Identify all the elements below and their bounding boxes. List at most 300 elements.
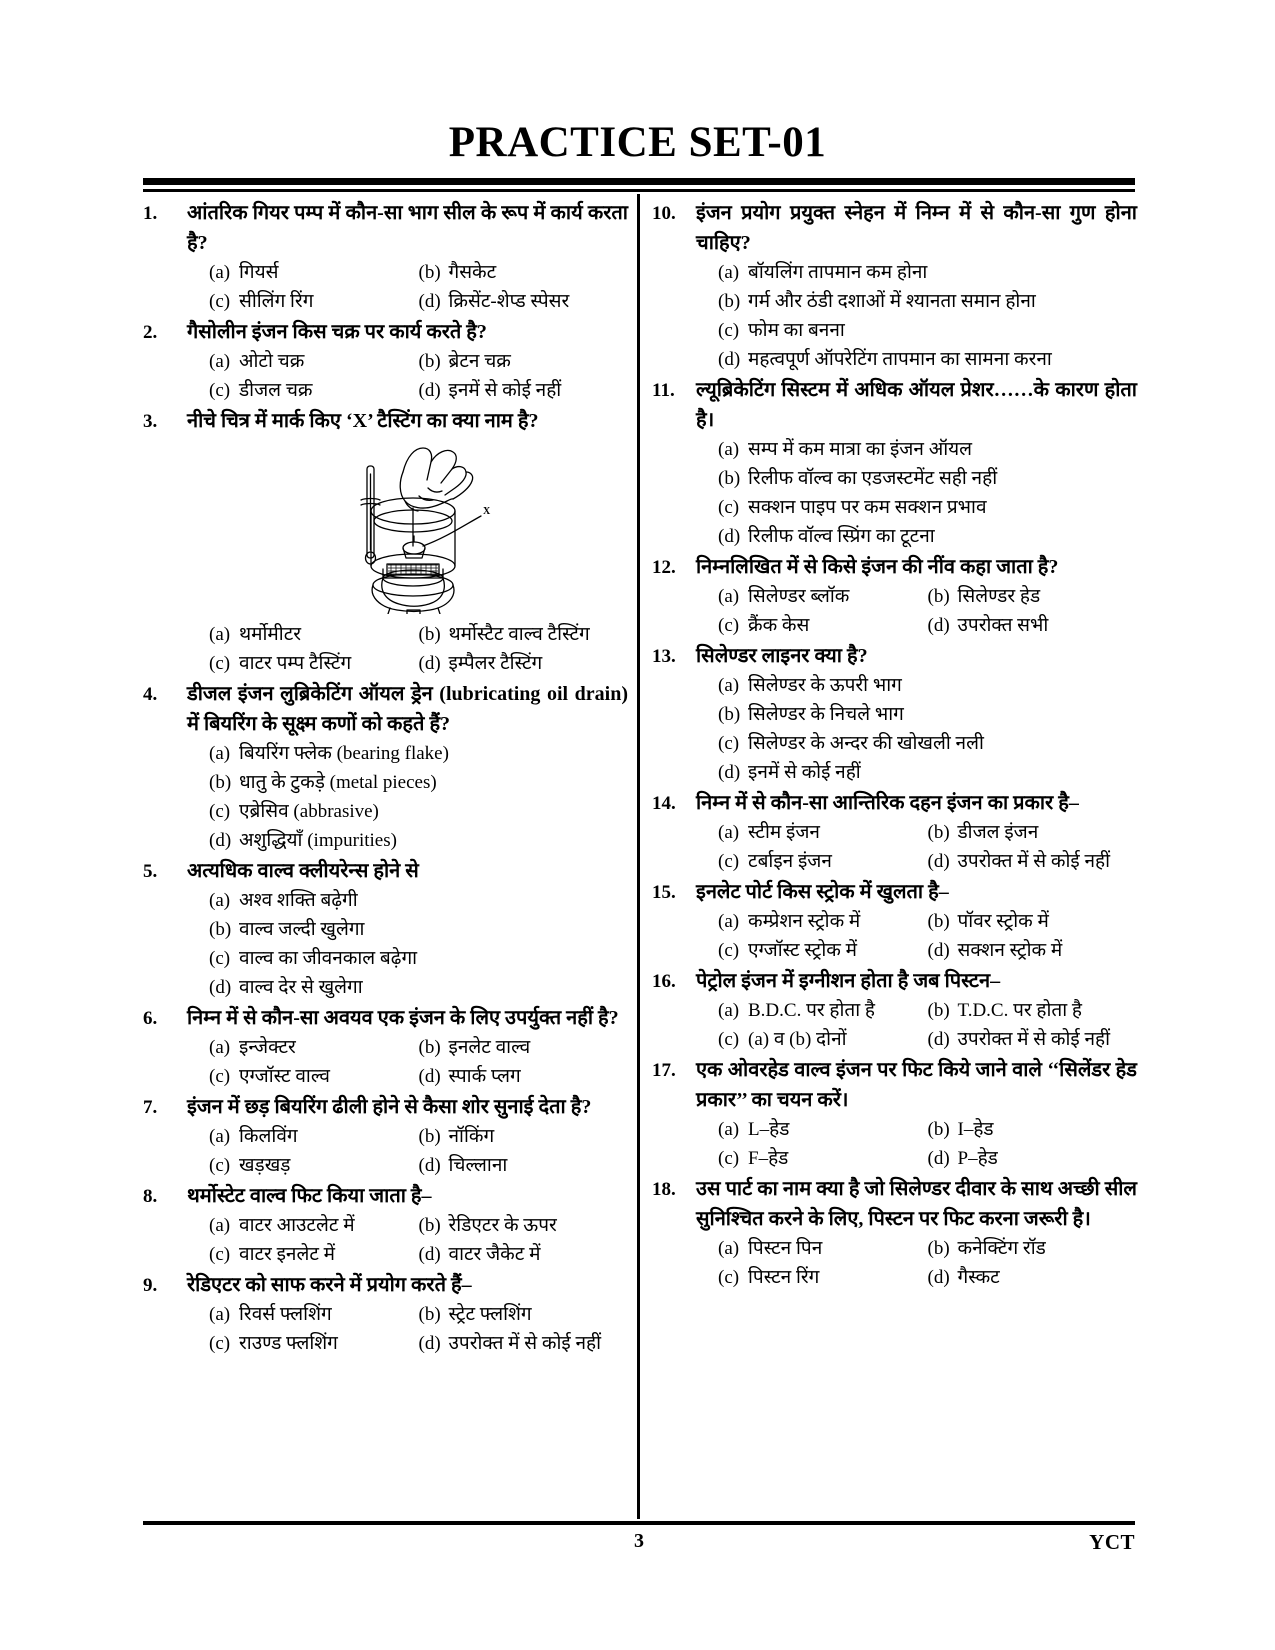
question-body	[187, 1181, 628, 1269]
option-label: (c)	[209, 1244, 231, 1265]
option-text: एग्जॉस्ट स्ट्रोक में	[748, 940, 857, 961]
option-d[interactable]	[419, 376, 629, 405]
option-c[interactable]	[718, 847, 928, 876]
question-text: डीजल इंजन लुब्रिकेटिंग ऑयल ड्रेन (lubricating oil drain) में बियरिंग के सूक्ष्म कणों को कहते हैं?	[187, 683, 628, 735]
option-text: रिलीफ वॉल्व का एडजस्टमेंट सही नहीं	[748, 468, 998, 489]
option-text: सिलेण्डर के अन्दर की खोखली नली	[748, 733, 984, 754]
option-text: इनलेट वाल्व	[448, 1037, 531, 1058]
option-label: (b)	[927, 586, 950, 607]
option-a[interactable]	[209, 258, 419, 287]
option-b[interactable]	[209, 768, 628, 797]
question-text: निम्न में से कौन-सा आन्तिरिक दहन इंजन का प्रकार है–	[696, 792, 1079, 814]
option-a[interactable]	[718, 582, 928, 611]
option-text: ओटो चक्र	[239, 351, 305, 372]
option-c[interactable]	[718, 611, 928, 640]
option-label: (a)	[718, 1238, 740, 1259]
question-item	[143, 406, 628, 678]
option-text: B.D.C. पर होता है	[748, 1000, 875, 1021]
option-d[interactable]	[209, 973, 628, 1002]
question-text: आंतरिक गियर पम्प में कौन-सा भाग सील के रूप में कार्य करता है?	[187, 202, 628, 254]
option-text: चिल्लाना	[448, 1155, 508, 1176]
option-label: (d)	[209, 830, 232, 851]
figure-x-label: X	[483, 506, 491, 517]
option-d[interactable]	[419, 1329, 629, 1358]
option-c[interactable]	[209, 649, 419, 678]
option-label: (d)	[718, 526, 741, 547]
option-a[interactable]	[209, 620, 419, 649]
question-item	[143, 856, 628, 1002]
question-item	[143, 1181, 628, 1269]
question-text: गैसोलीन इंजन किस चक्र पर कार्य करते है?	[187, 321, 487, 343]
option-label: (b)	[927, 822, 950, 843]
option-c[interactable]	[209, 376, 419, 405]
option-label: (c)	[718, 615, 740, 636]
option-label: (a)	[718, 675, 740, 696]
option-list	[187, 258, 628, 316]
option-list	[187, 347, 628, 405]
option-list	[696, 258, 1137, 374]
option-label: (b)	[418, 624, 441, 645]
option-label: (b)	[927, 1119, 950, 1140]
option-label: (b)	[418, 1304, 441, 1325]
option-text: वाटर जैकेट में	[448, 1244, 541, 1265]
question-number: 12.	[652, 557, 676, 578]
question-text: ल्यूब्रिकेटिंग सिस्टम में अधिक ऑयल प्रेशर……के कारण होता है।	[696, 379, 1137, 431]
option-label: (d)	[927, 1148, 950, 1169]
option-b[interactable]	[419, 620, 629, 649]
option-text: वाल्व देर से खुलेगा	[239, 977, 363, 998]
option-label: (c)	[718, 497, 740, 518]
option-text: वाटर पम्प टैस्टिंग	[239, 653, 352, 674]
option-text: स्पार्क प्लग	[448, 1066, 521, 1087]
option-text: गर्म और ठंडी दशाओं में श्यानता समान होना	[748, 291, 1036, 312]
question-item	[652, 788, 1137, 876]
option-text: T.D.C. पर होता है	[957, 1000, 1083, 1021]
option-label: (a)	[718, 439, 740, 460]
question-body	[696, 375, 1137, 551]
option-label: (b)	[927, 911, 950, 932]
option-d[interactable]	[419, 1240, 629, 1269]
option-c[interactable]	[209, 1240, 419, 1269]
option-text: फोम का बनना	[748, 320, 845, 341]
option-text: सम्प में कम मात्रा का इंजन ऑयल	[748, 439, 973, 460]
question-number: 1.	[143, 203, 158, 224]
question-number: 18.	[652, 1179, 676, 1200]
option-b[interactable]	[928, 818, 1138, 847]
question-item	[652, 198, 1137, 374]
option-label: (d)	[927, 940, 950, 961]
question-body	[187, 406, 628, 678]
option-d[interactable]	[928, 936, 1138, 965]
option-a[interactable]	[718, 996, 928, 1025]
option-label: (b)	[927, 1238, 950, 1259]
option-a[interactable]	[718, 818, 928, 847]
option-text: पिस्टन पिन	[748, 1238, 823, 1259]
question-text: नीचे चित्र में मार्क किए ‘X’ टैस्टिंग का क्या नाम है?	[187, 410, 539, 432]
option-text: सीलिंग रिंग	[239, 291, 314, 312]
option-label: (b)	[718, 704, 741, 725]
option-label: (a)	[209, 624, 231, 645]
option-text: वाल्व का जीवनकाल बढ़ेगा	[239, 948, 418, 969]
option-list	[187, 739, 628, 855]
option-d[interactable]	[419, 649, 629, 678]
option-label: (d)	[927, 851, 950, 872]
option-label: (a)	[209, 1215, 231, 1236]
question-number: 17.	[652, 1060, 676, 1081]
question-text: एक ओवरहेड वाल्व इंजन पर फिट किये जाने वाले ‘‘सिलेंडर हेड प्रकार’’ का चयन करें।	[696, 1059, 1137, 1111]
option-d[interactable]	[419, 1151, 629, 1180]
question-number: 10.	[652, 203, 676, 224]
question-number: 13.	[652, 646, 676, 667]
option-label: (d)	[927, 615, 950, 636]
option-text: थर्मोमीटर	[239, 624, 302, 645]
option-label: (d)	[418, 1066, 441, 1087]
option-d[interactable]	[419, 1062, 629, 1091]
question-figure	[187, 438, 628, 616]
option-b[interactable]	[419, 258, 629, 287]
option-text: गियर्स	[239, 262, 279, 283]
option-label: (a)	[209, 1126, 231, 1147]
option-text: इम्पैलर टैस्टिंग	[448, 653, 543, 674]
option-a[interactable]	[718, 1115, 928, 1144]
option-text: L–हेड	[748, 1119, 790, 1140]
header-rule-thick	[143, 178, 1135, 185]
option-text: वाटर इनलेट में	[239, 1244, 336, 1265]
question-text: इंजन प्रयोग प्रयुक्त स्नेहन में निम्न में से कौन-सा गुण होना चाहिए?	[696, 202, 1137, 254]
question-item	[143, 1092, 628, 1180]
option-text: राउण्ड फ्लशिंग	[239, 1333, 338, 1354]
question-item	[143, 1270, 628, 1358]
option-c[interactable]	[718, 729, 1137, 758]
option-c[interactable]	[718, 316, 1137, 345]
option-label: (a)	[209, 1037, 231, 1058]
option-b[interactable]	[928, 996, 1138, 1025]
option-text: इनमें से कोई नहीं	[448, 380, 562, 401]
option-list	[187, 886, 628, 1002]
option-label: (a)	[209, 743, 231, 764]
question-body	[696, 788, 1137, 876]
option-list	[696, 1115, 1137, 1173]
option-list	[187, 1211, 628, 1269]
question-text: अत्यधिक वाल्व क्लीयरेन्स होने से	[187, 860, 419, 882]
question-number: 15.	[652, 882, 676, 903]
option-b[interactable]	[718, 700, 1137, 729]
question-text: निम्नलिखित में से किसे इंजन की नींव कहा जाता है?	[696, 556, 1059, 578]
option-d[interactable]	[928, 1025, 1138, 1054]
page-footer	[143, 1530, 1135, 1553]
option-text: सक्शन पाइप पर कम सक्शन प्रभाव	[748, 497, 987, 518]
question-number: 4.	[143, 684, 158, 705]
option-b[interactable]	[928, 582, 1138, 611]
question-body	[187, 198, 628, 316]
option-c[interactable]	[209, 1329, 419, 1358]
option-text: खड़खड़	[239, 1155, 291, 1176]
option-b[interactable]	[419, 1300, 629, 1329]
question-text: इंजन में छड़ बियरिंग ढीली होने से कैसा शोर सुनाई देता है?	[187, 1096, 592, 1118]
option-label: (b)	[209, 772, 232, 793]
option-text: कम्प्रेशन स्ट्रोक में	[748, 911, 861, 932]
option-list	[187, 1122, 628, 1180]
question-body	[696, 552, 1137, 640]
option-text: पिस्टन रिंग	[748, 1267, 820, 1288]
option-label: (a)	[718, 586, 740, 607]
question-text: इनलेट पोर्ट किस स्ट्रोक में खुलता है–	[696, 881, 949, 903]
option-label: (c)	[209, 1333, 231, 1354]
option-c[interactable]	[718, 1025, 928, 1054]
option-label: (c)	[718, 1267, 740, 1288]
option-label: (a)	[209, 890, 231, 911]
question-text: सिलेण्डर लाइनर क्या है?	[696, 645, 868, 667]
option-a[interactable]	[209, 347, 419, 376]
option-a[interactable]	[209, 1300, 419, 1329]
option-text: वाल्व जल्दी खुलेगा	[239, 919, 365, 940]
option-text: स्ट्रेट फ्लशिंग	[448, 1304, 532, 1325]
page-title: PRACTICE SET-01	[448, 119, 827, 166]
option-c[interactable]	[209, 944, 628, 973]
option-d[interactable]	[419, 287, 629, 316]
option-a[interactable]	[209, 1122, 419, 1151]
question-text: थर्मोस्टेट वाल्व फिट किया जाता है–	[187, 1185, 432, 1207]
question-item	[143, 317, 628, 405]
question-item	[143, 679, 628, 855]
option-label: (c)	[209, 1066, 231, 1087]
option-text: सिलेण्डर के निचले भाग	[748, 704, 904, 725]
question-body	[696, 966, 1137, 1054]
option-b[interactable]	[419, 1122, 629, 1151]
option-d[interactable]	[209, 826, 628, 855]
option-b[interactable]	[718, 464, 1137, 493]
option-d[interactable]	[928, 847, 1138, 876]
option-text: अशुद्धियाँ (impurities)	[239, 830, 397, 851]
option-text: उपरोक्त सभी	[957, 615, 1049, 636]
option-label: (d)	[209, 977, 232, 998]
option-label: (d)	[418, 1155, 441, 1176]
option-text: I–हेड	[957, 1119, 994, 1140]
option-text: अश्व शक्ति बढ़ेगी	[239, 890, 358, 911]
option-text: उपरोक्त में से कोई नहीं	[957, 851, 1111, 872]
option-b[interactable]	[419, 1211, 629, 1240]
option-text: रिलीफ वॉल्व स्प्रिंग का टूटना	[748, 526, 935, 547]
option-label: (c)	[718, 733, 740, 754]
question-body	[187, 1003, 628, 1091]
question-text: पेट्रोल इंजन में इग्नीशन होता है जब पिस्टन–	[696, 970, 1001, 992]
question-text: निम्न में से कौन-सा अवयव एक इंजन के लिए उपर्युक्त नहीं है?	[187, 1007, 619, 1029]
option-label: (b)	[418, 1126, 441, 1147]
option-c[interactable]	[718, 1263, 928, 1292]
option-text: गैसकेट	[448, 262, 497, 283]
option-label: (d)	[418, 291, 441, 312]
question-number: 7.	[143, 1097, 158, 1118]
question-item	[652, 1055, 1137, 1173]
option-label: (a)	[209, 262, 231, 283]
question-column-left	[143, 198, 628, 1359]
option-label: (b)	[418, 351, 441, 372]
option-label: (d)	[927, 1267, 950, 1288]
option-label: (b)	[418, 1215, 441, 1236]
option-c[interactable]	[209, 287, 419, 316]
option-label: (a)	[718, 911, 740, 932]
option-label: (c)	[209, 801, 231, 822]
option-list	[696, 671, 1137, 787]
option-d[interactable]	[928, 1144, 1138, 1173]
option-text: पॉवर स्ट्रोक में	[957, 911, 1049, 932]
option-label: (c)	[718, 940, 740, 961]
option-d[interactable]	[718, 758, 1137, 787]
publisher-brand: YCT	[1089, 1530, 1135, 1554]
question-item	[652, 375, 1137, 551]
question-number: 6.	[143, 1008, 158, 1029]
option-c[interactable]	[209, 797, 628, 826]
option-label: (d)	[418, 380, 441, 401]
option-label: (c)	[718, 320, 740, 341]
option-text: नॉकिंग	[448, 1126, 495, 1147]
option-text: सक्शन स्ट्रोक में	[957, 940, 1063, 961]
option-d[interactable]	[928, 611, 1138, 640]
option-a[interactable]	[718, 1234, 928, 1263]
option-a[interactable]	[718, 435, 1137, 464]
option-label: (c)	[209, 948, 231, 969]
column-divider	[637, 194, 640, 1519]
option-list	[696, 435, 1137, 551]
option-list	[696, 1234, 1137, 1292]
question-number: 3.	[143, 411, 158, 432]
question-number: 9.	[143, 1275, 158, 1296]
question-body	[696, 1174, 1137, 1292]
option-label: (b)	[209, 919, 232, 940]
option-text: टर्बाइन इंजन	[748, 851, 832, 872]
option-a[interactable]	[209, 739, 628, 768]
option-text: थर्मोस्टैट वाल्व टैस्टिंग	[448, 624, 590, 645]
option-text: इन्जेक्टर	[239, 1037, 296, 1058]
option-label: (c)	[718, 851, 740, 872]
option-text: बॉयलिंग तापमान कम होना	[748, 262, 928, 283]
option-text: P–हेड	[957, 1148, 998, 1169]
option-b[interactable]	[419, 347, 629, 376]
option-label: (a)	[718, 1119, 740, 1140]
option-text: एब्रेसिव (abbrasive)	[239, 801, 379, 822]
option-a[interactable]	[209, 886, 628, 915]
option-a[interactable]	[718, 907, 928, 936]
option-label: (d)	[418, 653, 441, 674]
option-text: वाटर आउटलेट में	[239, 1215, 355, 1236]
option-a[interactable]	[209, 1033, 419, 1062]
option-label: (a)	[718, 1000, 740, 1021]
option-label: (d)	[418, 1244, 441, 1265]
question-item	[652, 1174, 1137, 1292]
option-label: (b)	[718, 468, 741, 489]
option-label: (d)	[927, 1029, 950, 1050]
option-label: (b)	[418, 262, 441, 283]
question-number: 16.	[652, 971, 676, 992]
question-body	[187, 1092, 628, 1180]
option-text: सिलेण्डर ब्लॉक	[748, 586, 850, 607]
option-label: (a)	[209, 1304, 231, 1325]
option-text: उपरोक्त में से कोई नहीं	[448, 1333, 602, 1354]
option-text: ब्रेटन चक्र	[448, 351, 511, 372]
option-b[interactable]	[928, 1115, 1138, 1144]
question-column-right	[652, 198, 1137, 1293]
option-list	[187, 1033, 628, 1091]
option-c[interactable]	[718, 936, 928, 965]
option-d[interactable]	[928, 1263, 1138, 1292]
option-label: (a)	[718, 822, 740, 843]
option-text: F–हेड	[748, 1148, 789, 1169]
option-b[interactable]	[718, 287, 1137, 316]
question-number: 8.	[143, 1186, 158, 1207]
option-list	[187, 1300, 628, 1358]
option-text: रिवर्स फ्लशिंग	[239, 1304, 332, 1325]
option-a[interactable]	[718, 671, 1137, 700]
option-a[interactable]	[209, 1211, 419, 1240]
option-a[interactable]	[718, 258, 1137, 287]
question-number: 14.	[652, 793, 676, 814]
question-body	[187, 317, 628, 405]
option-text: सिलेण्डर के ऊपरी भाग	[748, 675, 902, 696]
option-text: एग्जॉस्ट वाल्व	[239, 1066, 330, 1087]
option-label: (c)	[209, 653, 231, 674]
question-body	[696, 1055, 1137, 1173]
footer-rule	[143, 1521, 1135, 1525]
option-label: (a)	[209, 351, 231, 372]
option-text: क्रिसेंट-शेप्ड स्पेसर	[448, 291, 570, 312]
question-body	[696, 877, 1137, 965]
option-label: (b)	[718, 291, 741, 312]
question-body	[187, 679, 628, 855]
option-text: धातु के टुकड़े (metal pieces)	[239, 772, 437, 793]
question-body	[187, 856, 628, 1002]
question-number: 2.	[143, 322, 158, 343]
option-text: डीजल चक्र	[239, 380, 313, 401]
option-c[interactable]	[209, 1062, 419, 1091]
thermostat-valve-test-illustration	[295, 438, 555, 614]
question-text: रेडिएटर को साफ करने में प्रयोग करते हैं–	[187, 1274, 472, 1296]
option-d[interactable]	[718, 522, 1137, 551]
option-list	[696, 582, 1137, 640]
option-d[interactable]	[718, 345, 1137, 374]
option-label: (d)	[418, 1333, 441, 1354]
option-label: (c)	[209, 380, 231, 401]
option-text: रेडिएटर के ऊपर	[448, 1215, 557, 1236]
option-list	[696, 907, 1137, 965]
question-item	[652, 966, 1137, 1054]
option-b[interactable]	[928, 1234, 1138, 1263]
option-label: (a)	[718, 262, 740, 283]
option-c[interactable]	[718, 493, 1137, 522]
option-text: उपरोक्त में से कोई नहीं	[957, 1029, 1111, 1050]
question-text: उस पार्ट का नाम क्या है जो सिलेण्डर दीवार के साथ अच्छी सील सुनिश्चित करने के लिए, पिस्टन पर फिट करना जरूरी है।	[696, 1178, 1137, 1230]
option-b[interactable]	[928, 907, 1138, 936]
question-item	[652, 641, 1137, 787]
option-text: डीजल इंजन	[957, 822, 1039, 843]
option-b[interactable]	[419, 1033, 629, 1062]
option-c[interactable]	[209, 1151, 419, 1180]
option-b[interactable]	[209, 915, 628, 944]
option-label: (d)	[718, 762, 741, 783]
option-label: (b)	[927, 1000, 950, 1021]
option-c[interactable]	[718, 1144, 928, 1173]
option-text: बियरिंग फ्लेक (bearing flake)	[239, 743, 449, 764]
question-body	[696, 641, 1137, 787]
option-text: किलविंग	[239, 1126, 298, 1147]
option-label: (c)	[209, 291, 231, 312]
option-text: महत्वपूर्ण ऑपरेटिंग तापमान का सामना करना	[748, 349, 1052, 370]
option-label: (c)	[718, 1029, 740, 1050]
question-body	[696, 198, 1137, 374]
question-number: 11.	[652, 380, 675, 401]
question-body	[187, 1270, 628, 1358]
option-list	[187, 620, 628, 678]
option-text: (a) व (b) दोनों	[748, 1029, 847, 1050]
